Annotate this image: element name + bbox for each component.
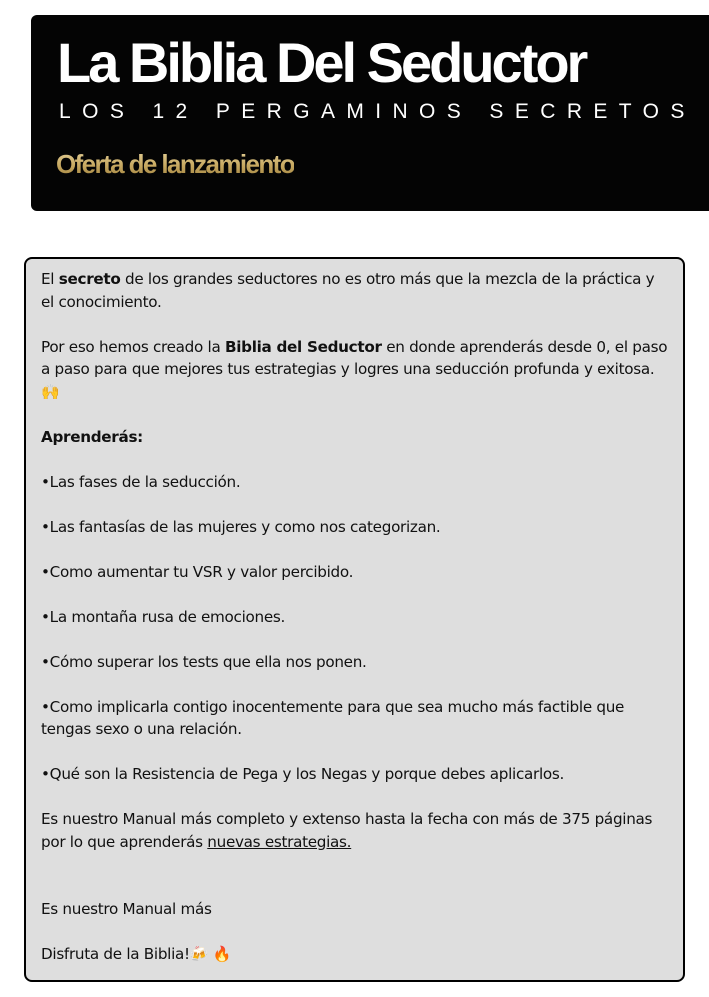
manual-short-paragraph: Es nuestro Manual más — [41, 899, 212, 918]
page-title: La Biblia Del Seductor — [57, 31, 586, 94]
learn-heading — [41, 426, 671, 449]
manual-text: Es nuestro Manual más completo y extenso hasta la fecha con más de 375 páginas por lo que aprenderás — [41, 810, 653, 851]
bible-text-pre: Por eso hemos creado la — [41, 337, 225, 356]
list-item: •Las fantasías de las mujeres y como nos categorizan. — [41, 517, 441, 536]
closing-paragraph — [41, 943, 671, 966]
intro-text-post: de los grandes seductores no es otro más que la mezcla de la práctica y el conocimiento. — [41, 270, 655, 311]
list-item: •Como aumentar tu VSR y valor percibido. — [41, 562, 354, 581]
page-subtitle: LOS 12 PERGAMINOS SECRETOS — [59, 100, 696, 123]
manual-paragraph — [41, 808, 671, 853]
offer-label: Oferta de lanzamiento — [56, 149, 295, 179]
list-item: •Las fases de la seducción. — [41, 472, 241, 491]
list-item: •La montaña rusa de emociones. — [41, 607, 286, 626]
fire-icon: 🔥 — [212, 944, 232, 963]
description-body — [41, 268, 671, 988]
header-banner — [31, 15, 709, 211]
intro-text-bold: secreto — [58, 270, 121, 288]
bible-paragraph — [41, 336, 671, 404]
intro-text-pre: El — [41, 270, 59, 288]
learn-heading-text: Aprenderás: — [41, 427, 143, 446]
bible-text-post: en donde aprenderás desde 0, el paso a paso para que mejores tus estrategias y logres una seducción profunda y exitosa. — [41, 337, 668, 378]
bible-text-bold: Biblia del Seductor — [224, 337, 382, 356]
description-card — [24, 257, 685, 982]
beer-mugs-icon: 🍻 — [189, 944, 209, 963]
new-strategies-link[interactable]: nuevas estrategias. — [207, 832, 352, 851]
list-item: •Como implicarla contigo inocentemente para que sea mucho más factible que tengas sexo o una relación. — [41, 697, 625, 738]
raised-hands-icon: 🙌 — [41, 382, 60, 401]
closing-text: Disfruta de la Biblia! — [41, 944, 190, 963]
intro-paragraph — [41, 268, 671, 313]
list-item: •Cómo superar los tests que ella nos ponen. — [41, 652, 367, 671]
list-item: •Qué son la Resistencia de Pega y los Negas y porque debes aplicarlos. — [41, 765, 565, 783]
spacer — [41, 876, 671, 898]
